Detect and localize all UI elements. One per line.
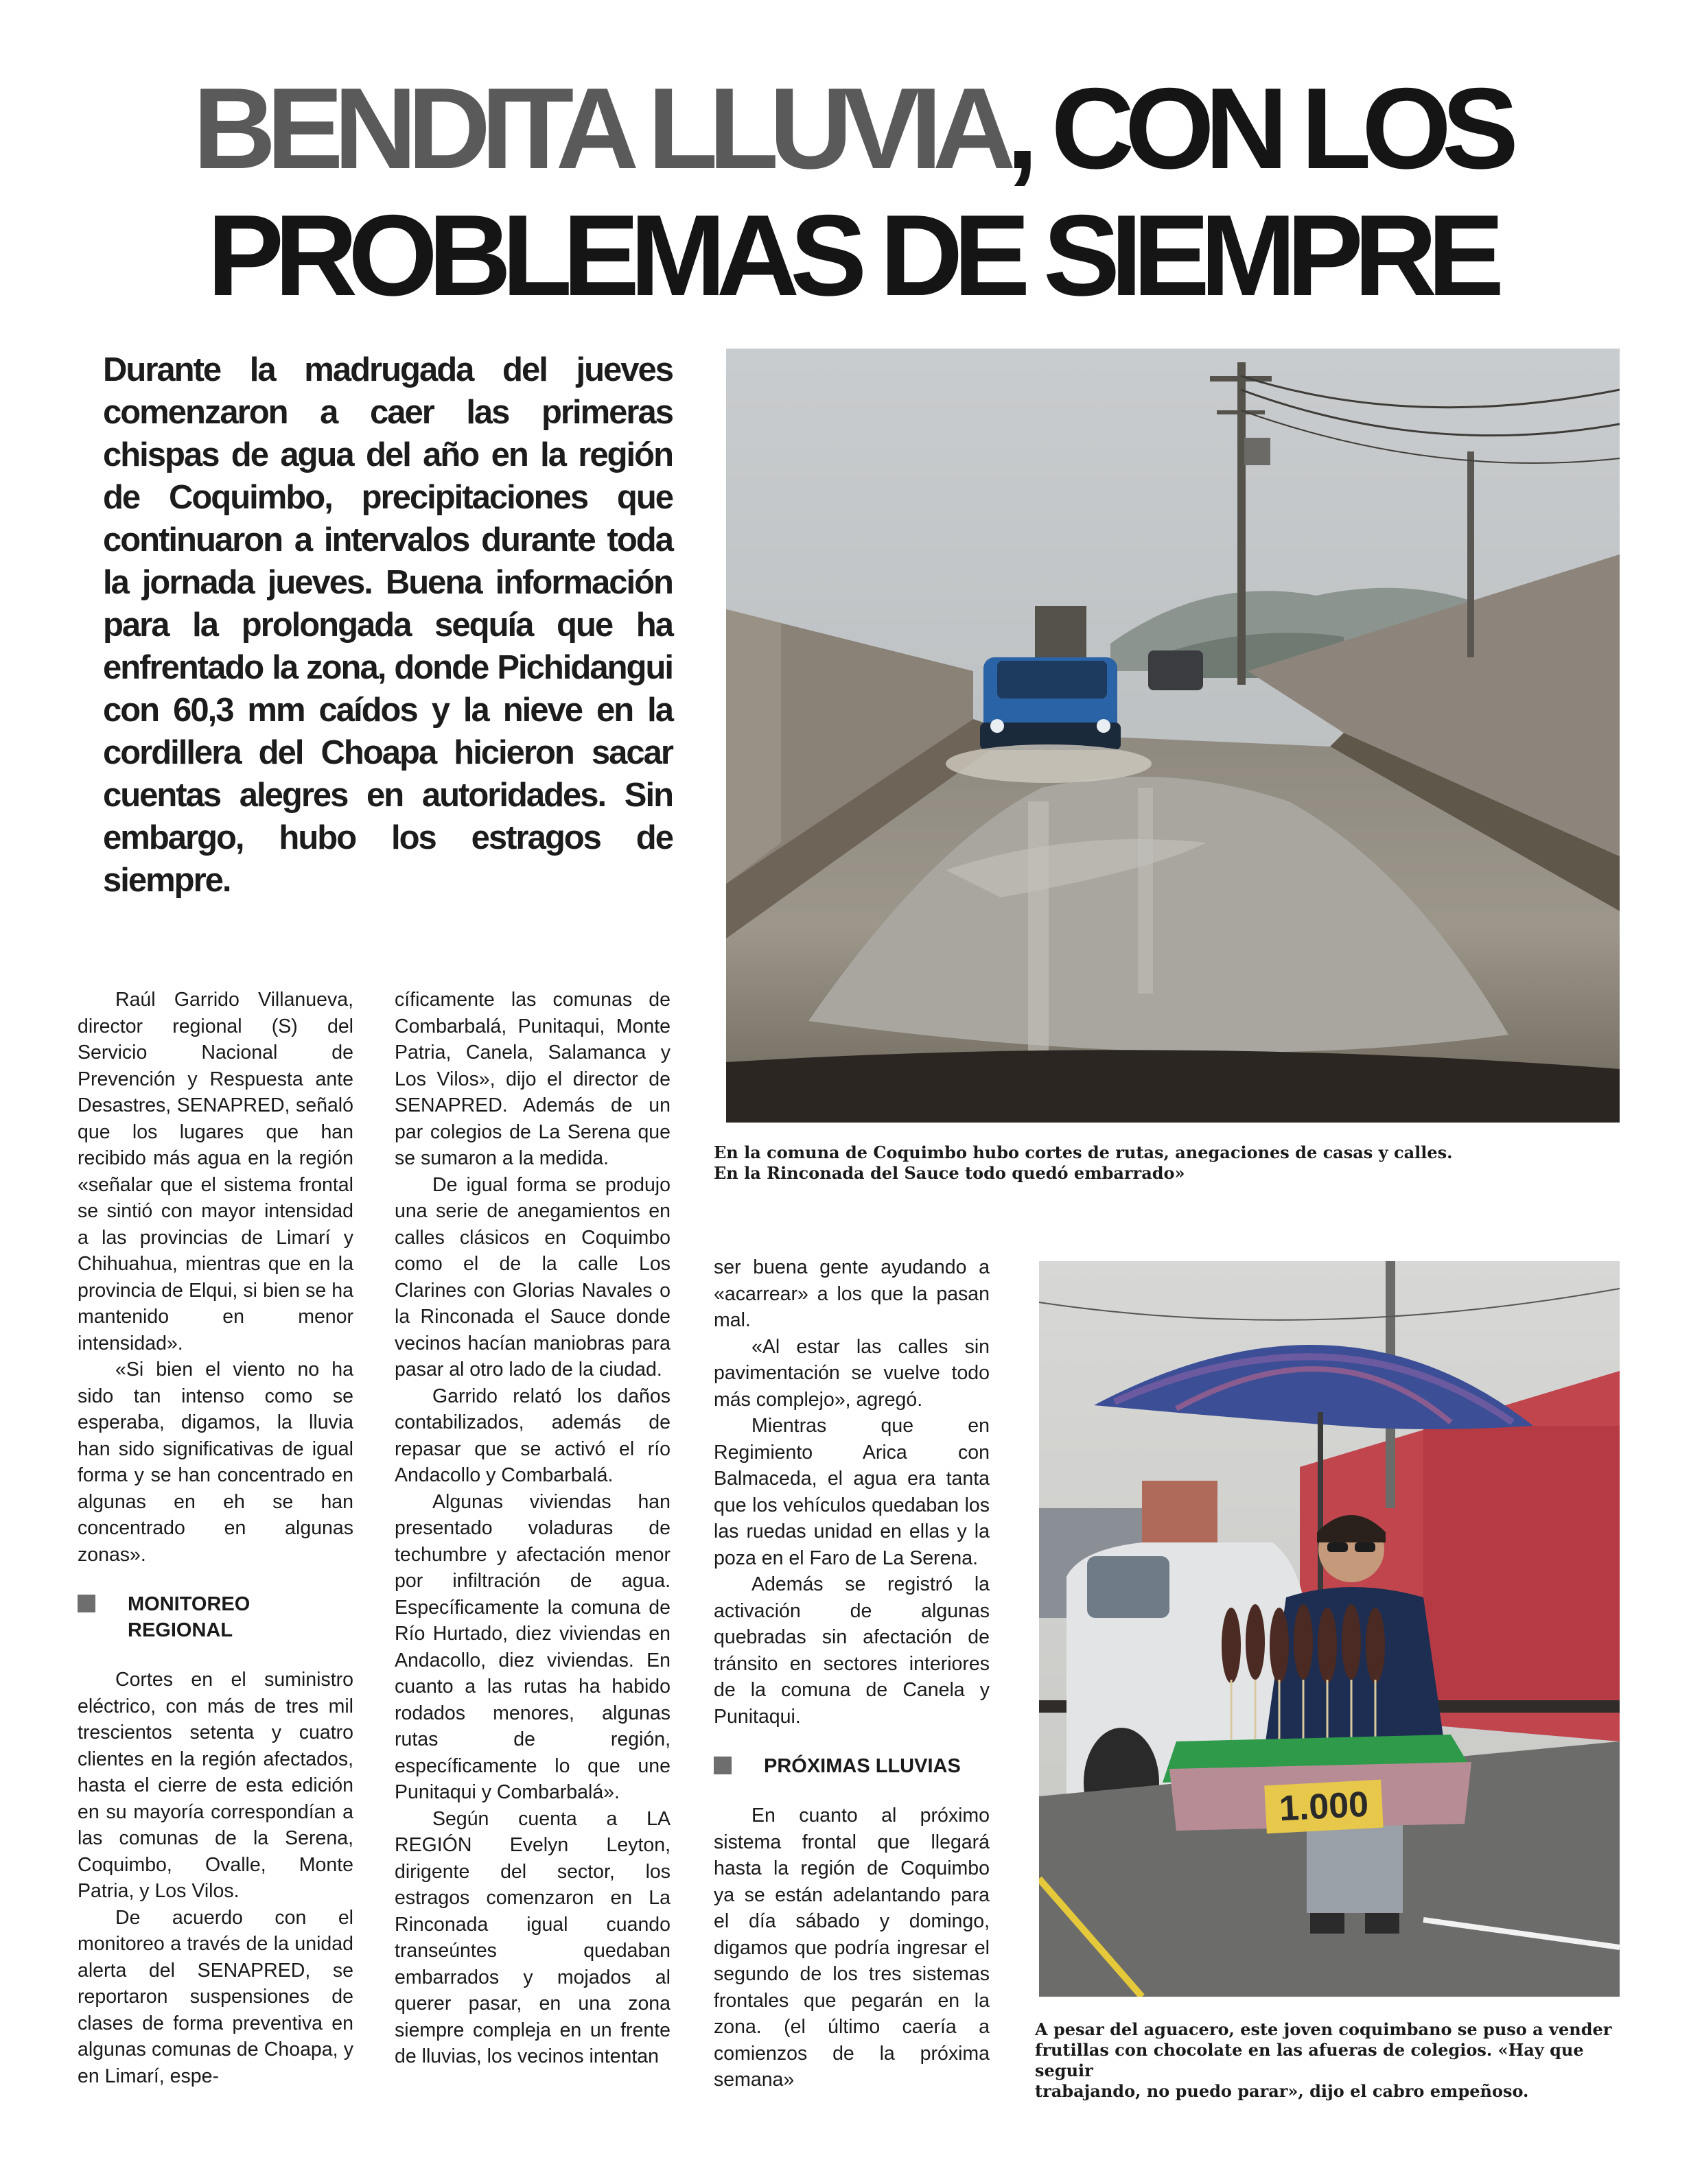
body-column-3	[714, 1254, 990, 2093]
paragraph: cíficamente las comunas de Combarbalá, Punitaqui, Monte Patria, Canela, Salamanca y Los Vilos», dijo el director de SENAPRED. Además de un par colegios de La Serena que se sumaron a la medida.	[395, 989, 671, 1169]
paragraph: Según cuenta a LA REGIÓN Evelyn Leyton, dirigente del sector, los estragos comenzaron en La Rinconada igual cuando transeúntes quedaban embarrados y mojados al querer pasar, en una zona siempre compleja en un frente de lluvias, los vecinos intentan	[395, 1807, 671, 2067]
caption-photo-2	[1035, 2019, 1632, 2102]
paragraph: De igual forma se produjo una serie de anegamientos en calles clásicos en Coquimbo como el de la calle Los Clarines con Glorias Navales o la Rinconada el Sauce donde vecinos hacían maniobras para pasar al otro lado de la ciudad.	[395, 1173, 671, 1381]
vendor-umbrella-image	[1039, 1261, 1620, 1997]
subhead-proximas-lluvias	[714, 1753, 990, 1779]
paragraph: Garrido relató los daños contabilizados, además de repasar que se activó el río Andacollo y Combarbalá.	[395, 1385, 671, 1486]
caption-photo-1-line1: En la comuna de Coquimbo hubo cortes de rutas, anegaciones de casas y calles.	[714, 1142, 1453, 1162]
caption-photo-1	[714, 1142, 1620, 1184]
headline-line2: PROBLEMAS DE SIEMPRE	[207, 191, 1495, 320]
headline-part2: , CON LOS	[1006, 64, 1509, 193]
price-sign: 1.000	[1278, 1784, 1370, 1829]
subhead-square-icon	[78, 1595, 95, 1612]
subhead-proximas-label: PRÓXIMAS LLUVIAS	[764, 1755, 961, 1777]
subhead-square-icon	[714, 1757, 732, 1774]
subhead-monitoreo	[78, 1591, 353, 1643]
paragraph: Algunas viviendas han presentado voladuras de techumbre y afectación menor por infiltración de agua. Específicamente la comuna de Río Hurtado, diez viviendas en Andacollo, diez viviendas. En cuanto a las rutas ha habido rodados menores, algunas rutas de región, específicamente lo que une Punitaqui y Combarbalá».	[395, 1490, 671, 1803]
paragraph: Mientras que en Regimiento Arica con Balmaceda, el agua era tanta que los vehículos quedaban los las ruedas unidad en ellas y la poza en el Faro de La Serena.	[714, 1415, 990, 1569]
headline-part1: BENDITA LLUVIA	[193, 64, 1007, 193]
caption-photo-2-line2: frutillas con chocolate en las afueras de colegios. «Hay que seguir	[1035, 2040, 1584, 2080]
body-column-2	[395, 987, 671, 2070]
paragraph: «Si bien el viento no ha sido tan intenso como se esperaba, digamos, la lluvia han sido significativas de igual forma y se han concentrado en algunas en eh se han concentrado en algunas zonas».	[78, 1359, 353, 1566]
body-column-1	[78, 987, 353, 2089]
photo-vendor-umbrella	[1039, 1261, 1620, 1997]
caption-photo-1-line2: En la Rinconada del Sauce todo quedó embarrado»	[714, 1163, 1185, 1183]
paragraph: ser buena gente ayudando a «acarrear» a los que la pasan mal.	[714, 1256, 990, 1331]
photo-flooded-street	[726, 349, 1620, 1123]
caption-photo-2-line1: A pesar del aguacero, este joven coquimbano se puso a vender	[1035, 2019, 1612, 2039]
headline	[103, 65, 1599, 319]
paragraph: Además se registró la activación de algunas quebradas sin afectación de tránsito en sectores interiores de la comuna de Canela y Punitaqui.	[714, 1573, 990, 1728]
flooded-street-image	[726, 349, 1620, 1123]
paragraph: En cuanto al próximo sistema frontal que llegará hasta la región de Coquimbo ya se están adelantando para el día sábado y domingo, digamos que podría ingresar el segundo de los tres sistemas frontales que pegarán en la zona. (el último caería a comienzos de la próxima semana»	[714, 1805, 990, 2091]
caption-photo-2-line3: trabajando, no puedo parar», dijo el cabro empeñoso.	[1035, 2081, 1529, 2101]
subhead-monitoreo-label: MONITOREO REGIONAL	[128, 1593, 250, 1641]
paragraph: «Al estar las calles sin pavimentación se vuelve todo más complejo», agregó.	[714, 1335, 990, 1411]
paragraph: Raúl Garrido Villanueva, director regional (S) del Servicio Nacional de Prevención y Respuesta ante Desastres, SENAPRED, señaló que los lugares que han recibido más agua en la región «señalar que el sistema frontal se sintió con mayor intensidad a las provincias de Limarí y Chihuahua, mientras que en la provincia de Elqui, si bien se ha mantenido en menor intensidad».	[78, 989, 353, 1354]
lead-paragraph: Durante la madrugada del jueves comenzaron a caer las primeras chispas de agua del año en la región de Coquimbo, precipitaciones que continuaron a intervalos durante toda la jornada jueves. Buena información para la prolongada sequía que ha enfrentado la zona, donde Pichidangui con 60,3 mm caídos y la nieve en la cordillera del Choapa hicieron sacar cuentas alegres en autoridades. Sin embargo, hubo los estragos de siempre.	[103, 351, 673, 899]
paragraph: De acuerdo con el monitoreo a través de la unidad alerta del SENAPRED, se reportaron suspensiones de clases de forma preventiva en algunas comunas de Choapa, y en Limarí, espe-	[78, 1906, 353, 2087]
paragraph: Cortes en el suministro eléctrico, con más de tres mil trescientos setenta y cuatro clientes en la región afectados, hasta el cierre de esta edición en su mayoría correspondían a las comunas de la Serena, Coquimbo, Ovalle, Monte Patria, y Los Vilos.	[78, 1669, 353, 1902]
